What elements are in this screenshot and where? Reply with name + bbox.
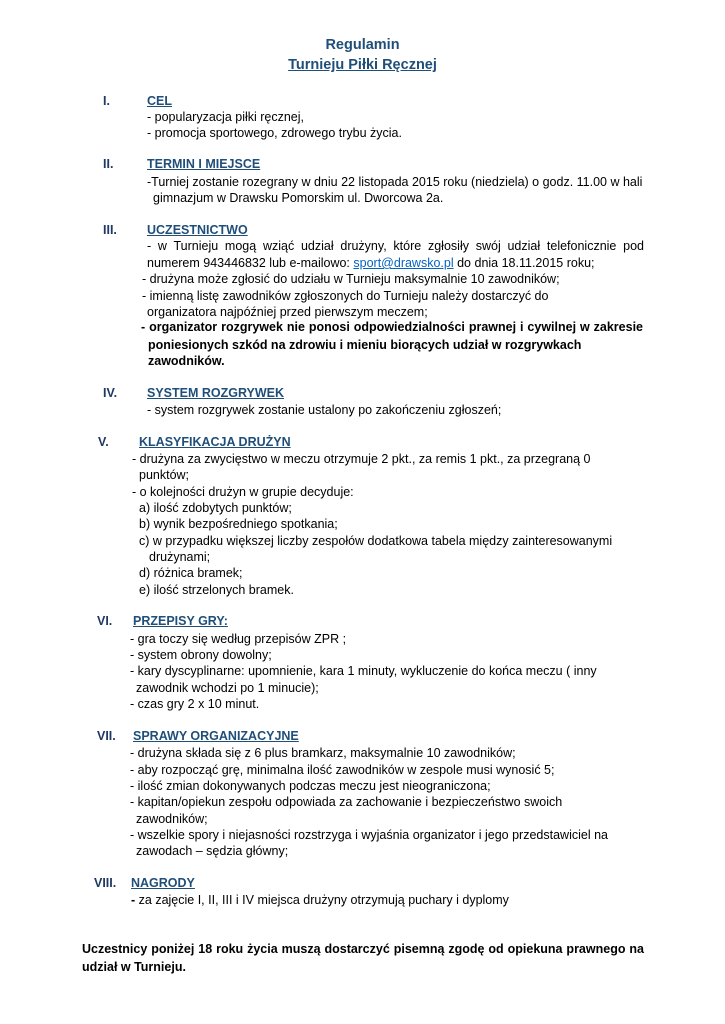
email-link[interactable]: sport@drawsko.pl [353, 256, 454, 270]
section-line: -Turniej zostanie rozegrany w dniu 22 listopada 2015 roku (niedziela) o godz. 11.00 w hali [147, 175, 643, 189]
section-heading: NAGRODY [131, 876, 195, 890]
section-line: drużynami; [149, 550, 211, 564]
section-line: - wszelkie spory i niejasności rozstrzyga i wyjaśnia organizator i jego przedstawiciel na [130, 828, 608, 842]
section-numeral: IV. [103, 386, 118, 400]
section-line: - organizator rozgrywek nie ponosi odpowiedzialności prawnej i cywilnej w zakresie [141, 320, 643, 334]
section-heading: SYSTEM ROZGRYWEK [147, 386, 285, 400]
section-line: b) wynik bezpośredniego spotkania; [139, 517, 338, 531]
section-line: - gra toczy się według przepisów ZPR ; [130, 632, 347, 646]
section-heading: UCZESTNICTWO [147, 223, 248, 237]
section-line: - ilość zmian dokonywanych podczas meczu jest nieograniczona; [130, 779, 491, 793]
section-heading: PRZEPISY GRY: [133, 614, 228, 628]
section-heading: KLASYFIKACJA DRUŻYN [139, 435, 291, 449]
section-heading: TERMIN I MIEJSCE [147, 157, 261, 171]
section-line: poniesionych szkód na zdrowiu i mieniu biorących udział w rozgrywkach [148, 338, 582, 352]
section-line: - aby rozpocząć grę, minimalna ilość zawodników w zespole musi wynosić 5; [130, 763, 555, 777]
line-text: numerem 943446832 lub e-mailowo: [147, 256, 350, 270]
section-line: - drużyna może zgłosić do udziału w Turnieju maksymalnie 10 zawodników; [142, 272, 560, 286]
section-line: c) w przypadku większej liczby zespołów dodatkowa tabela między zainteresowanymi [139, 534, 613, 548]
section-line [147, 255, 595, 271]
section-line: - popularyzacja piłki ręcznej, [147, 110, 305, 124]
section-line: zawodach – sędzia główny; [136, 844, 289, 858]
section-line: - kary dyscyplinarne: upomnienie, kara 1 minuty, wykluczenie do końca meczu ( inny [130, 664, 597, 678]
section-line: punktów; [139, 468, 190, 482]
line-text: do dnia 18.11.2015 roku; [457, 256, 595, 270]
bullet-dash: - [131, 893, 136, 907]
section-numeral: II. [103, 157, 114, 171]
section-line: - drużyna składa się z 6 plus bramkarz, maksymalnie 10 zawodników; [130, 746, 516, 760]
section-line: - drużyna za zwycięstwo w meczu otrzymuje 2 pkt., za remis 1 pkt., za przegraną 0 [132, 452, 591, 466]
section-line: e) ilość strzelonych bramek. [139, 583, 294, 597]
section-line: a) ilość zdobytych punktów; [139, 501, 292, 515]
section-line: zawodników. [148, 354, 225, 368]
section-numeral: VIII. [94, 876, 117, 890]
section-line: zawodników; [136, 812, 208, 826]
section-heading: SPRAWY ORGANIZACYJNE [133, 729, 299, 743]
section-line: - system obrony dowolny; [130, 648, 272, 662]
section-numeral: VII. [97, 729, 116, 743]
page-title: Regulamin [325, 37, 400, 53]
section-numeral: III. [103, 223, 117, 237]
section-line: d) różnica bramek; [139, 566, 243, 580]
section-numeral: V. [98, 435, 109, 449]
section-line: - promocja sportowego, zdrowego trybu życia. [147, 126, 402, 140]
section-line: - w Turnieju mogą wziąć udział drużyny, które zgłosiły swój udział telefonicznie pod [147, 239, 644, 253]
section-numeral: VI. [97, 614, 113, 628]
section-line: - system rozgrywek zostanie ustalony po zakończeniu zgłoszeń; [147, 403, 502, 417]
footer-note: Uczestnicy poniżej 18 roku życia muszą dostarczyć pisemną zgodę od opiekuna prawnego na udział w Turnieju. [82, 942, 644, 974]
page-subtitle: Turnieju Piłki Ręcznej [288, 57, 437, 73]
section-line [131, 892, 509, 908]
section-numeral: I. [103, 94, 110, 108]
section-line: - imienną listę zawodników zgłoszonych do Turnieju należy dostarczyć do [142, 289, 549, 303]
section-line: organizatora najpóźniej przed pierwszym meczem; [147, 305, 428, 319]
section-line: gimnazjum w Drawsku Pomorskim ul. Dworcowa 2a. [153, 191, 444, 205]
section-line: - o kolejności drużyn w grupie decyduje: [132, 485, 354, 499]
section-line: zawodnik wchodzi po 1 minucie); [136, 681, 319, 695]
section-line: - czas gry 2 x 10 minut. [130, 697, 260, 711]
section-line: - kapitan/opiekun zespołu odpowiada za zachowanie i bezpieczeństwo swoich [130, 795, 563, 809]
section-heading: CEL [147, 94, 172, 108]
line-text: za zajęcie I, II, III i IV miejsca drużyny otrzymują puchary i dyplomy [138, 893, 509, 907]
